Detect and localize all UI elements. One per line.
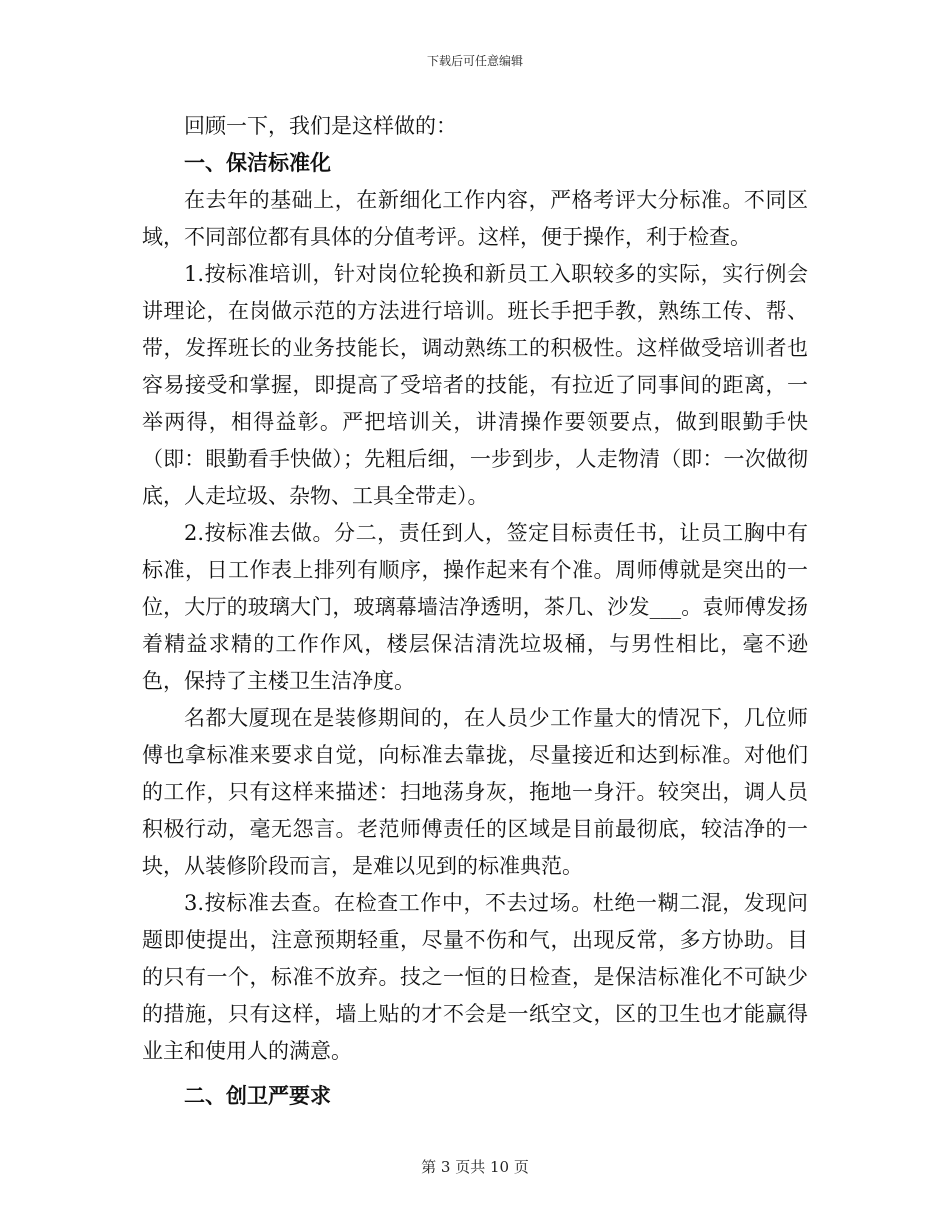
paragraph-2: 1.按标准培训，针对岗位轮换和新员工入职较多的实际，实行例会讲理论，在岗做示范的方法进行培训。班长手把手教，熟练工传、帮、带，发挥班长的业务技能长，调动熟练工的积极性。这样做受培训者也容易接受和掌握，即提高了受培者的技能，有拉近了同事间的距离，一举两得，相得益彰。严把培训关，讲清操作要领要点，做到眼勤手快（即：眼勤看手快做）；先粗后细，一步到步，人走物清（即：一次做彻底，人走垃圾、杂物、工具全带走）。 [142,262,808,508]
document-body [142,108,808,1115]
section-heading-1: 一、保洁标准化 [184,151,331,175]
paragraph-5: 3.按标准去查。在检查工作中，不去过场。杜绝一糊二混，发现问题即使提出，注意预期轻重，尽量不伤和气，出现反常，多方协助。目的只有一个，标准不放弃。技之一恒的日检查，是保洁标准化不可缺少的措施，只有这样，墙上贴的才不会是一纸空文，区的卫生也才能赢得业主和使用人的满意。 [142,891,808,1063]
intro-paragraph: 回顾一下，我们是这样做的： [184,114,457,138]
page-footer: 第 3 页共 10 页 [421,1158,529,1176]
page-header: 下载后可任意编辑 [426,54,523,68]
paragraph-4: 名都大厦现在是装修期间的，在人员少工作量大的情况下，几位师傅也拿标准来要求自觉，向标准去靠拢，尽量接近和达到标准。对他们的工作，只有这样来描述：扫地荡身灰，拖地一身汗。较突出，调人员积极行动，毫无怨言。老范师傅责任的区域是目前最彻底，较洁净的一块，从装修阶段而言，是难以见到的标准典范。 [142,706,808,878]
section-heading-2: 二、创卫严要求 [184,1084,331,1108]
paragraph-1: 在去年的基础上，在新细化工作内容，严格考评大分标准。不同区域，不同部位都有具体的分值考评。这样，便于操作，利于检查。 [142,188,808,249]
paragraph-3: 2.按标准去做。分二，责任到人，签定目标责任书，让员工胸中有标准，日工作表上排列有顺序，操作起来有个准。周师傅就是突出的一位，大厅的玻璃大门，玻璃幕墙洁净透明，茶几、沙发___。袁师傅发扬着精益求精的工作作风，楼层保洁清洗垃圾桶，与男性相比，毫不逊色，保持了主楼卫生洁净度。 [142,521,808,693]
